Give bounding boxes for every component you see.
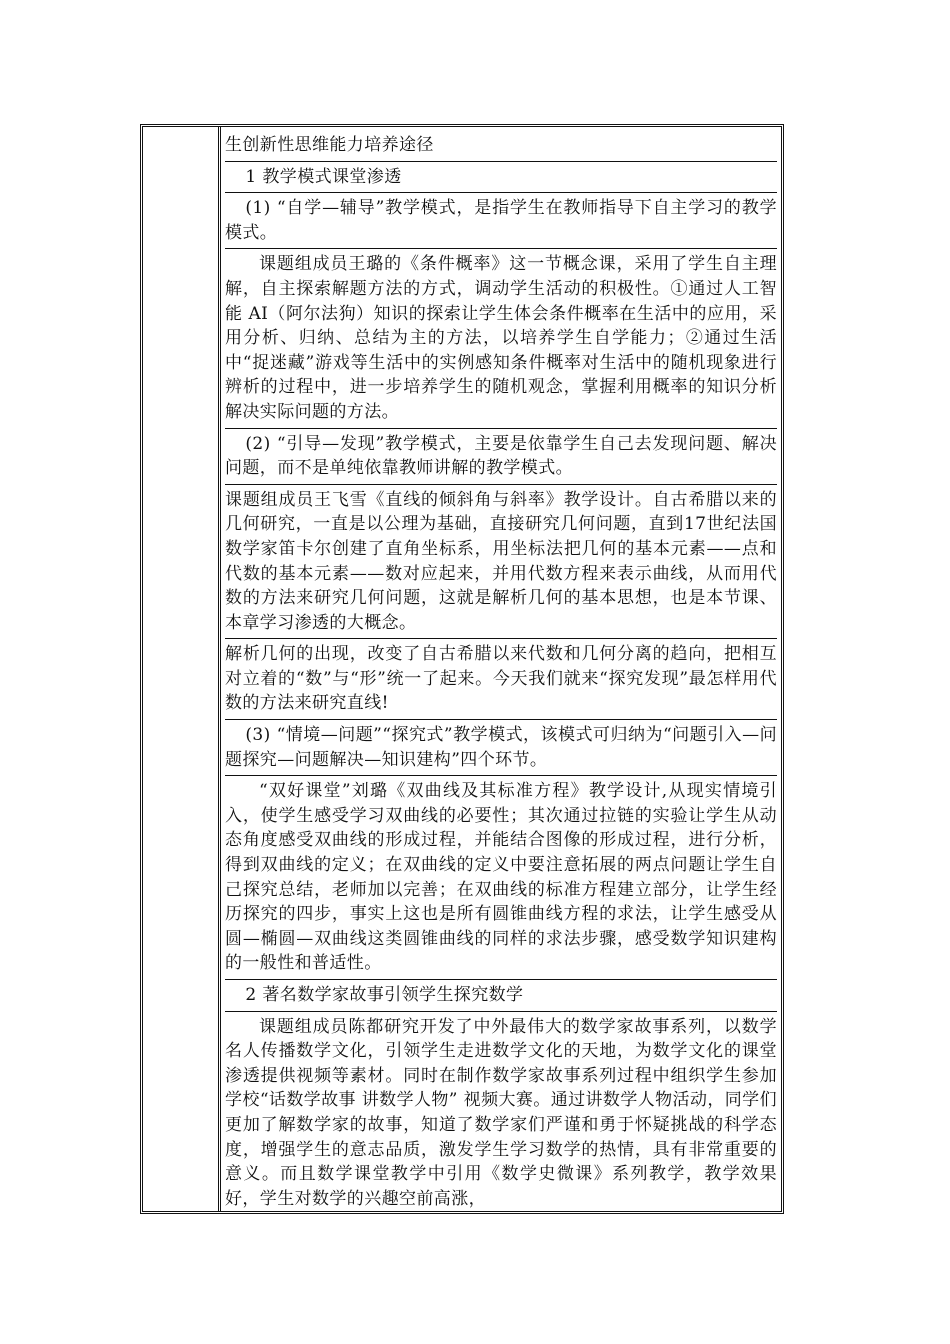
paragraph-mode-1: (1) “自学—辅导”教学模式，是指学生在教师指导下自主学习的教学模式。 bbox=[225, 198, 777, 243]
paragraph-wang-lu: 课题组成员王璐的《条件概率》这一节概念课，采用了学生自主理解，自主探索解题方法的方式，调动学生活动的积极性。①通过人工智能 AI（阿尔法狗）知识的探索让学生体会条件概率在生活中的应用，采用分析、归纳、总结为主的方法，以培养学生自学能力；②通过生活中“捉迷藏”游戏等生活中的实例感知条件概率对生活中的随机现象进行辨析的过程中，进一步培养学生的随机观念，掌握利用概率的知识分析解决实际问题的方法。 bbox=[225, 254, 777, 422]
row-divider bbox=[225, 248, 777, 249]
paragraph-mode-3: (3) “情境—问题”“探究式”教学模式，该模式可归纳为“问题引入—问题探究—问题解决—知识建构”四个环节。 bbox=[225, 725, 777, 770]
row-divider bbox=[225, 1011, 777, 1012]
paragraph-chen-du: 课题组成员陈都研究开发了中外最伟大的数学家故事系列，以数学名人传播数学文化，引领学生走进数学文化的天地，为数学文化的课堂渗透提供视频等素材。同时在制作数学家故事系列过程中组织学生参加学校“话数学故事 讲数学人物” 视频大赛。通过讲数学人物活动，同学们更加了解数学家的故事，知道了数学家们严谨和勇于怀疑挑战的科学态度，增强学生的意志品质，激发学生学习数学的热情，具有非常重要的意义。而且数学课堂教学中引用《数学史微课》系列教学，教学效果好，学生对数学的兴趣空前高涨， bbox=[225, 1016, 777, 1209]
paragraph-wang-feixue: 课题组成员王飞雪《直线的倾斜角与斜率》教学设计。自古希腊以来的几何研究，一直是以公理为基础，直接研究几何问题，直到17世纪法国数学家笛卡尔创建了直角坐标系，用坐标法把几何的基本元素——点和代数的基本元素——数对应起来，并用代数方程来表示曲线，从而用代数的方法来研究几何问题，这就是解析几何的基本思想，也是本节课、本章学习渗透的大概念。 bbox=[225, 489, 777, 633]
row-divider bbox=[225, 719, 777, 720]
row-divider bbox=[225, 484, 777, 485]
row-divider bbox=[225, 775, 777, 776]
paragraph-liu-lu: “双好课堂”刘璐《双曲线及其标准方程》教学设计,从现实情境引入，使学生感受学习双曲线的必要性；其次通过拉链的实验让学生从动态角度感受双曲线的形成过程，并能结合图像的形成过程，进行分析，得到双曲线的定义；在双曲线的定义中要注意拓展的两点问题让学生自己探究总结，老师加以完善；在双曲线的标准方程建立部分，让学生经历探究的四步，事实上这也是所有圆锥曲线方程的求法，让学生感受从圆—椭圆—双曲线这类圆锥曲线的同样的求法步骤，感受数学知识建构的一般性和普适性。 bbox=[225, 781, 777, 974]
row-divider bbox=[225, 979, 777, 980]
section-heading-2: 2 著名数学家故事引领学生探究数学 bbox=[245, 985, 524, 1005]
paragraph-heading-continued: 生创新性思维能力培养途径 bbox=[225, 135, 434, 155]
row-divider bbox=[225, 192, 777, 193]
left-column-cell bbox=[143, 127, 221, 1211]
section-heading-1: 1 教学模式课堂渗透 bbox=[245, 166, 402, 187]
row-divider bbox=[225, 428, 777, 429]
row-divider bbox=[225, 638, 777, 639]
table-frame bbox=[140, 124, 784, 1214]
row-divider bbox=[225, 161, 777, 162]
paragraph-mode-2: (2) “引导—发现”教学模式，主要是依靠学生自己去发现问题、解决问题，而不是单纯依靠教师讲解的教学模式。 bbox=[225, 433, 777, 479]
paragraph-analytic-geometry: 解析几何的出现，改变了自古希腊以来代数和几何分离的趋向，把相互对立着的“数”与“形”统一了起来。今天我们就来“探究发现”最怎样用代数的方法来研究直线! bbox=[225, 644, 777, 714]
content-cell bbox=[225, 127, 779, 1211]
